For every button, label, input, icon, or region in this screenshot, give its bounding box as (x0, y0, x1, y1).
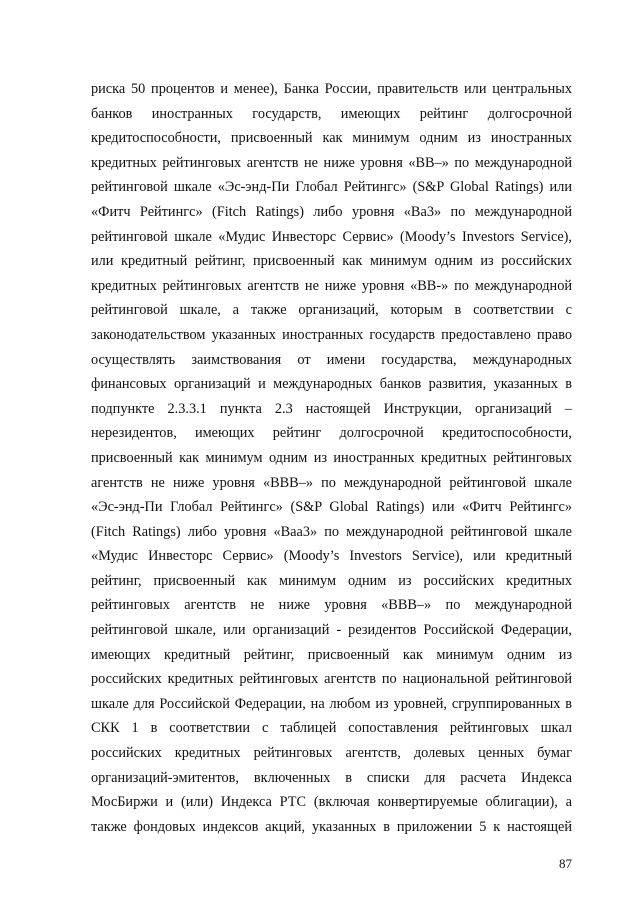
text-line: банков иностранных государств, имеющих рейтинг долгосрочной (91, 105, 572, 122)
text-line: рейтинг, присвоенный как минимум одним из российских кредитных (91, 572, 572, 589)
text-line: «Фитч Рейтингс» (Fitch Ratings) либо уровня «Ba3» по международной (91, 203, 572, 220)
text-line: рейтинговой шкале, а также организаций, которым в соответствии с (91, 302, 572, 319)
text-line: осуществлять заимствования от имени государства, международных (91, 351, 572, 368)
text-line: имеющих кредитный рейтинг, присвоенный как минимум одним из (91, 646, 572, 663)
text-line: МосБиржи и (или) Индекса РТС (включая конвертируемые облигации), а (91, 794, 572, 811)
text-line: нерезидентов, имеющих рейтинг долгосрочной кредитоспособности, (91, 425, 572, 442)
text-line: рейтинговых агентств не ниже уровня «BBB–» по международной (91, 597, 572, 614)
text-line: шкале для Российской Федерации, на любом из уровней, сгруппированных в (91, 695, 572, 712)
text-line: российских кредитных рейтинговых агентств по национальной рейтинговой (91, 671, 572, 688)
text-line: риска 50 процентов и менее), Банка России, правительств или центральных (91, 81, 572, 97)
text-line: присвоенный как минимум одним из иностранных кредитных рейтинговых (91, 449, 572, 466)
text-line: агентств не ниже уровня «BBB–» по международной рейтинговой шкале (91, 474, 572, 491)
text-line: кредитоспособности, присвоенный как минимум одним из иностранных (91, 130, 572, 147)
text-line: рейтинговой шкале, или организаций - резидентов Российской Федерации, (91, 622, 572, 639)
text-line: СКК 1 в соответствии с таблицей сопоставления рейтинговых шкал (91, 720, 572, 737)
text-line: организаций-эмитентов, включенных в списки для расчета Индекса (91, 769, 572, 786)
text-line: кредитных рейтинговых агентств не ниже уровня «BB-» по международной (91, 277, 572, 294)
text-line: рейтинговой шкале «Мудис Инвесторс Сервис» (Moody’s Investors Service), (91, 228, 572, 245)
text-line: также фондовых индексов акций, указанных в приложении 5 к настоящей (91, 818, 572, 835)
text-line: подпункте 2.3.3.1 пункта 2.3 настоящей Инструкции, организаций – (91, 400, 572, 417)
text-line: (Fitch Ratings) либо уровня «Baa3» по международной рейтинговой шкале (91, 523, 572, 540)
text-line: «Мудис Инвесторс Сервис» (Moody’s Investors Service), или кредитный (91, 548, 572, 565)
text-line: кредитных рейтинговых агентств не ниже уровня «BB–» по международной (91, 154, 572, 171)
body-text (91, 77, 572, 839)
text-line: «Эс-энд-Пи Глобал Рейтингс» (S&P Global Ratings) или «Фитч Рейтингс» (91, 499, 572, 516)
page-number: 87 (559, 856, 572, 871)
text-line: или кредитный рейтинг, присвоенный как минимум одним из российских (91, 253, 572, 270)
text-line: финансовых организаций и международных банков развития, указанных в (91, 376, 572, 393)
text-line: российских кредитных рейтинговых агентств, долевых ценных бумаг (91, 745, 572, 762)
text-line: рейтинговой шкале «Эс-энд-Пи Глобал Рейтингс» (S&P Global Ratings) или (91, 179, 572, 196)
text-line: законодательством указанных иностранных государств предоставлено право (91, 326, 572, 343)
